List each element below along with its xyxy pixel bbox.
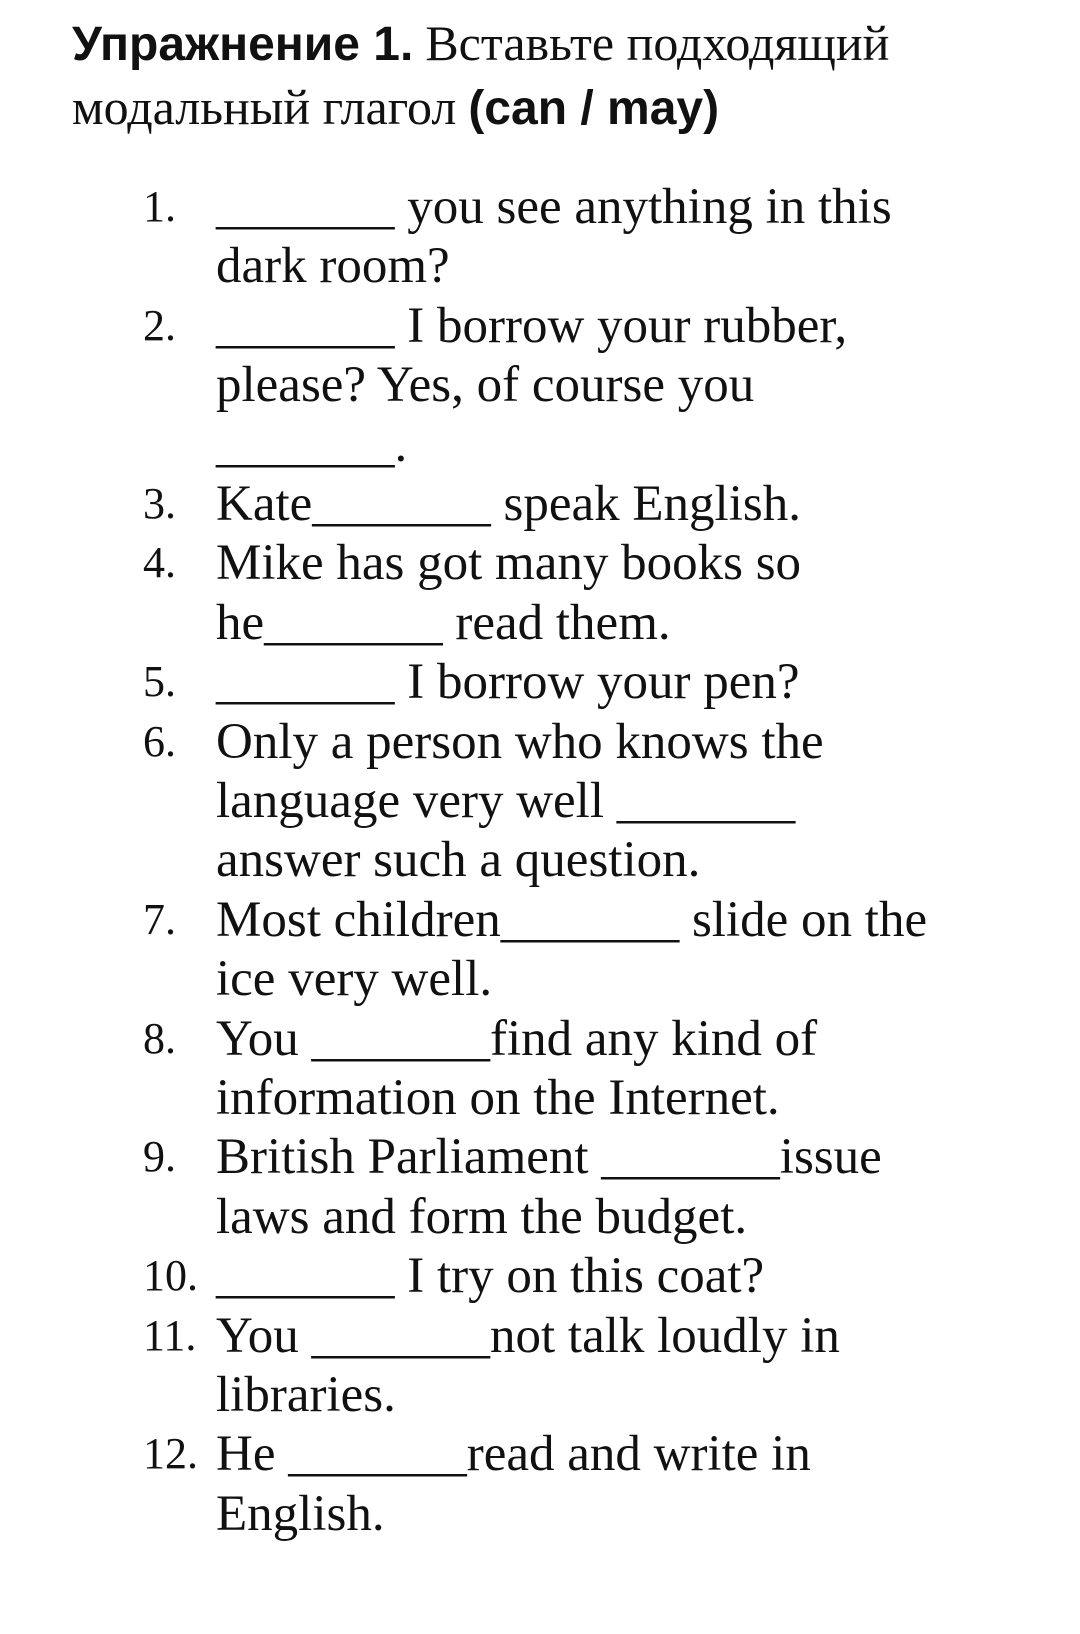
exercise-item-continuation bbox=[0, 592, 1080, 654]
exercise-text: _______ you see anything in this bbox=[216, 179, 892, 235]
exercise-number: 4. bbox=[143, 538, 176, 588]
exercise-number: 7. bbox=[143, 894, 176, 944]
exercise-label: Упражнение 1. bbox=[72, 18, 414, 71]
exercise-text: information on the Internet. bbox=[216, 1070, 780, 1126]
exercise-number: 1. bbox=[143, 182, 176, 231]
exercise-item bbox=[0, 473, 1080, 535]
exercise-text: dark room? bbox=[216, 238, 450, 295]
exercise-item-continuation bbox=[0, 829, 1080, 891]
exercise-text: _______. bbox=[216, 416, 408, 473]
exercise-number: 10. bbox=[143, 1251, 198, 1301]
exercise-text: British Parliament _______issue bbox=[216, 1129, 882, 1186]
exercise-item bbox=[0, 711, 1080, 773]
exercise-number: 3. bbox=[143, 479, 176, 528]
exercise-text: Most children_______ slide on the bbox=[216, 891, 928, 948]
exercise-number: 11. bbox=[143, 1310, 197, 1360]
exercise-item bbox=[0, 1126, 1080, 1188]
exercise-number: 6. bbox=[143, 716, 176, 766]
exercise-text: You _______find any kind of bbox=[216, 1010, 818, 1067]
exercise-item bbox=[0, 889, 1080, 951]
exercise-number: 8. bbox=[143, 1013, 176, 1063]
exercise-text: _______ I borrow your rubber, bbox=[216, 297, 848, 354]
exercise-item-continuation bbox=[0, 354, 1080, 416]
exercise-item-continuation bbox=[0, 1364, 1080, 1426]
exercise-text: Mike has got many books so bbox=[216, 535, 802, 592]
exercise-item-continuation bbox=[0, 1186, 1080, 1248]
exercise-text: laws and form the budget. bbox=[216, 1188, 748, 1245]
exercise-number: 12. bbox=[143, 1429, 198, 1479]
exercise-item-continuation bbox=[0, 414, 1080, 476]
exercise-item bbox=[0, 1423, 1080, 1485]
exercise-number: 5. bbox=[143, 657, 176, 707]
exercise-item bbox=[0, 176, 1080, 238]
exercise-item-continuation bbox=[0, 1067, 1080, 1129]
exercise-text: language very well _______ bbox=[216, 773, 796, 829]
exercise-text: Only a person who knows the bbox=[216, 713, 824, 770]
exercise-text: _______ I try on this coat? bbox=[216, 1248, 765, 1305]
modal-options: (can / may) bbox=[468, 82, 720, 135]
exercise-text: please? Yes, of course you bbox=[216, 357, 755, 414]
exercise-text: _______ I borrow your pen? bbox=[216, 654, 800, 711]
exercise-text: libraries. bbox=[216, 1367, 396, 1423]
exercise-item bbox=[0, 295, 1080, 357]
exercise-text: He _______read and write in bbox=[216, 1426, 811, 1483]
exercise-item-continuation bbox=[0, 1483, 1080, 1545]
exercise-item-continuation bbox=[0, 770, 1080, 832]
exercise-item bbox=[0, 1305, 1080, 1367]
exercise-item bbox=[0, 1008, 1080, 1070]
instruction-text: Вставьте подходящий bbox=[425, 15, 890, 71]
instruction-text-line-2: модальный глагол bbox=[72, 79, 457, 135]
exercise-item-continuation bbox=[0, 235, 1080, 297]
exercise-text: answer such a question. bbox=[216, 832, 701, 889]
exercise-item bbox=[0, 1245, 1080, 1307]
exercise-number: 2. bbox=[143, 300, 176, 350]
exercise-text: ice very well. bbox=[216, 951, 493, 1008]
exercise-text: You _______not talk loudly in bbox=[216, 1307, 840, 1364]
exercise-item-continuation bbox=[0, 948, 1080, 1010]
exercise-text: English. bbox=[216, 1485, 385, 1542]
exercise-text: he_______ read them. bbox=[216, 594, 671, 651]
exercise-item bbox=[0, 532, 1080, 594]
exercise-text: Kate_______ speak English. bbox=[216, 476, 801, 532]
exercise-number: 9. bbox=[143, 1132, 176, 1182]
exercise-item bbox=[0, 651, 1080, 713]
